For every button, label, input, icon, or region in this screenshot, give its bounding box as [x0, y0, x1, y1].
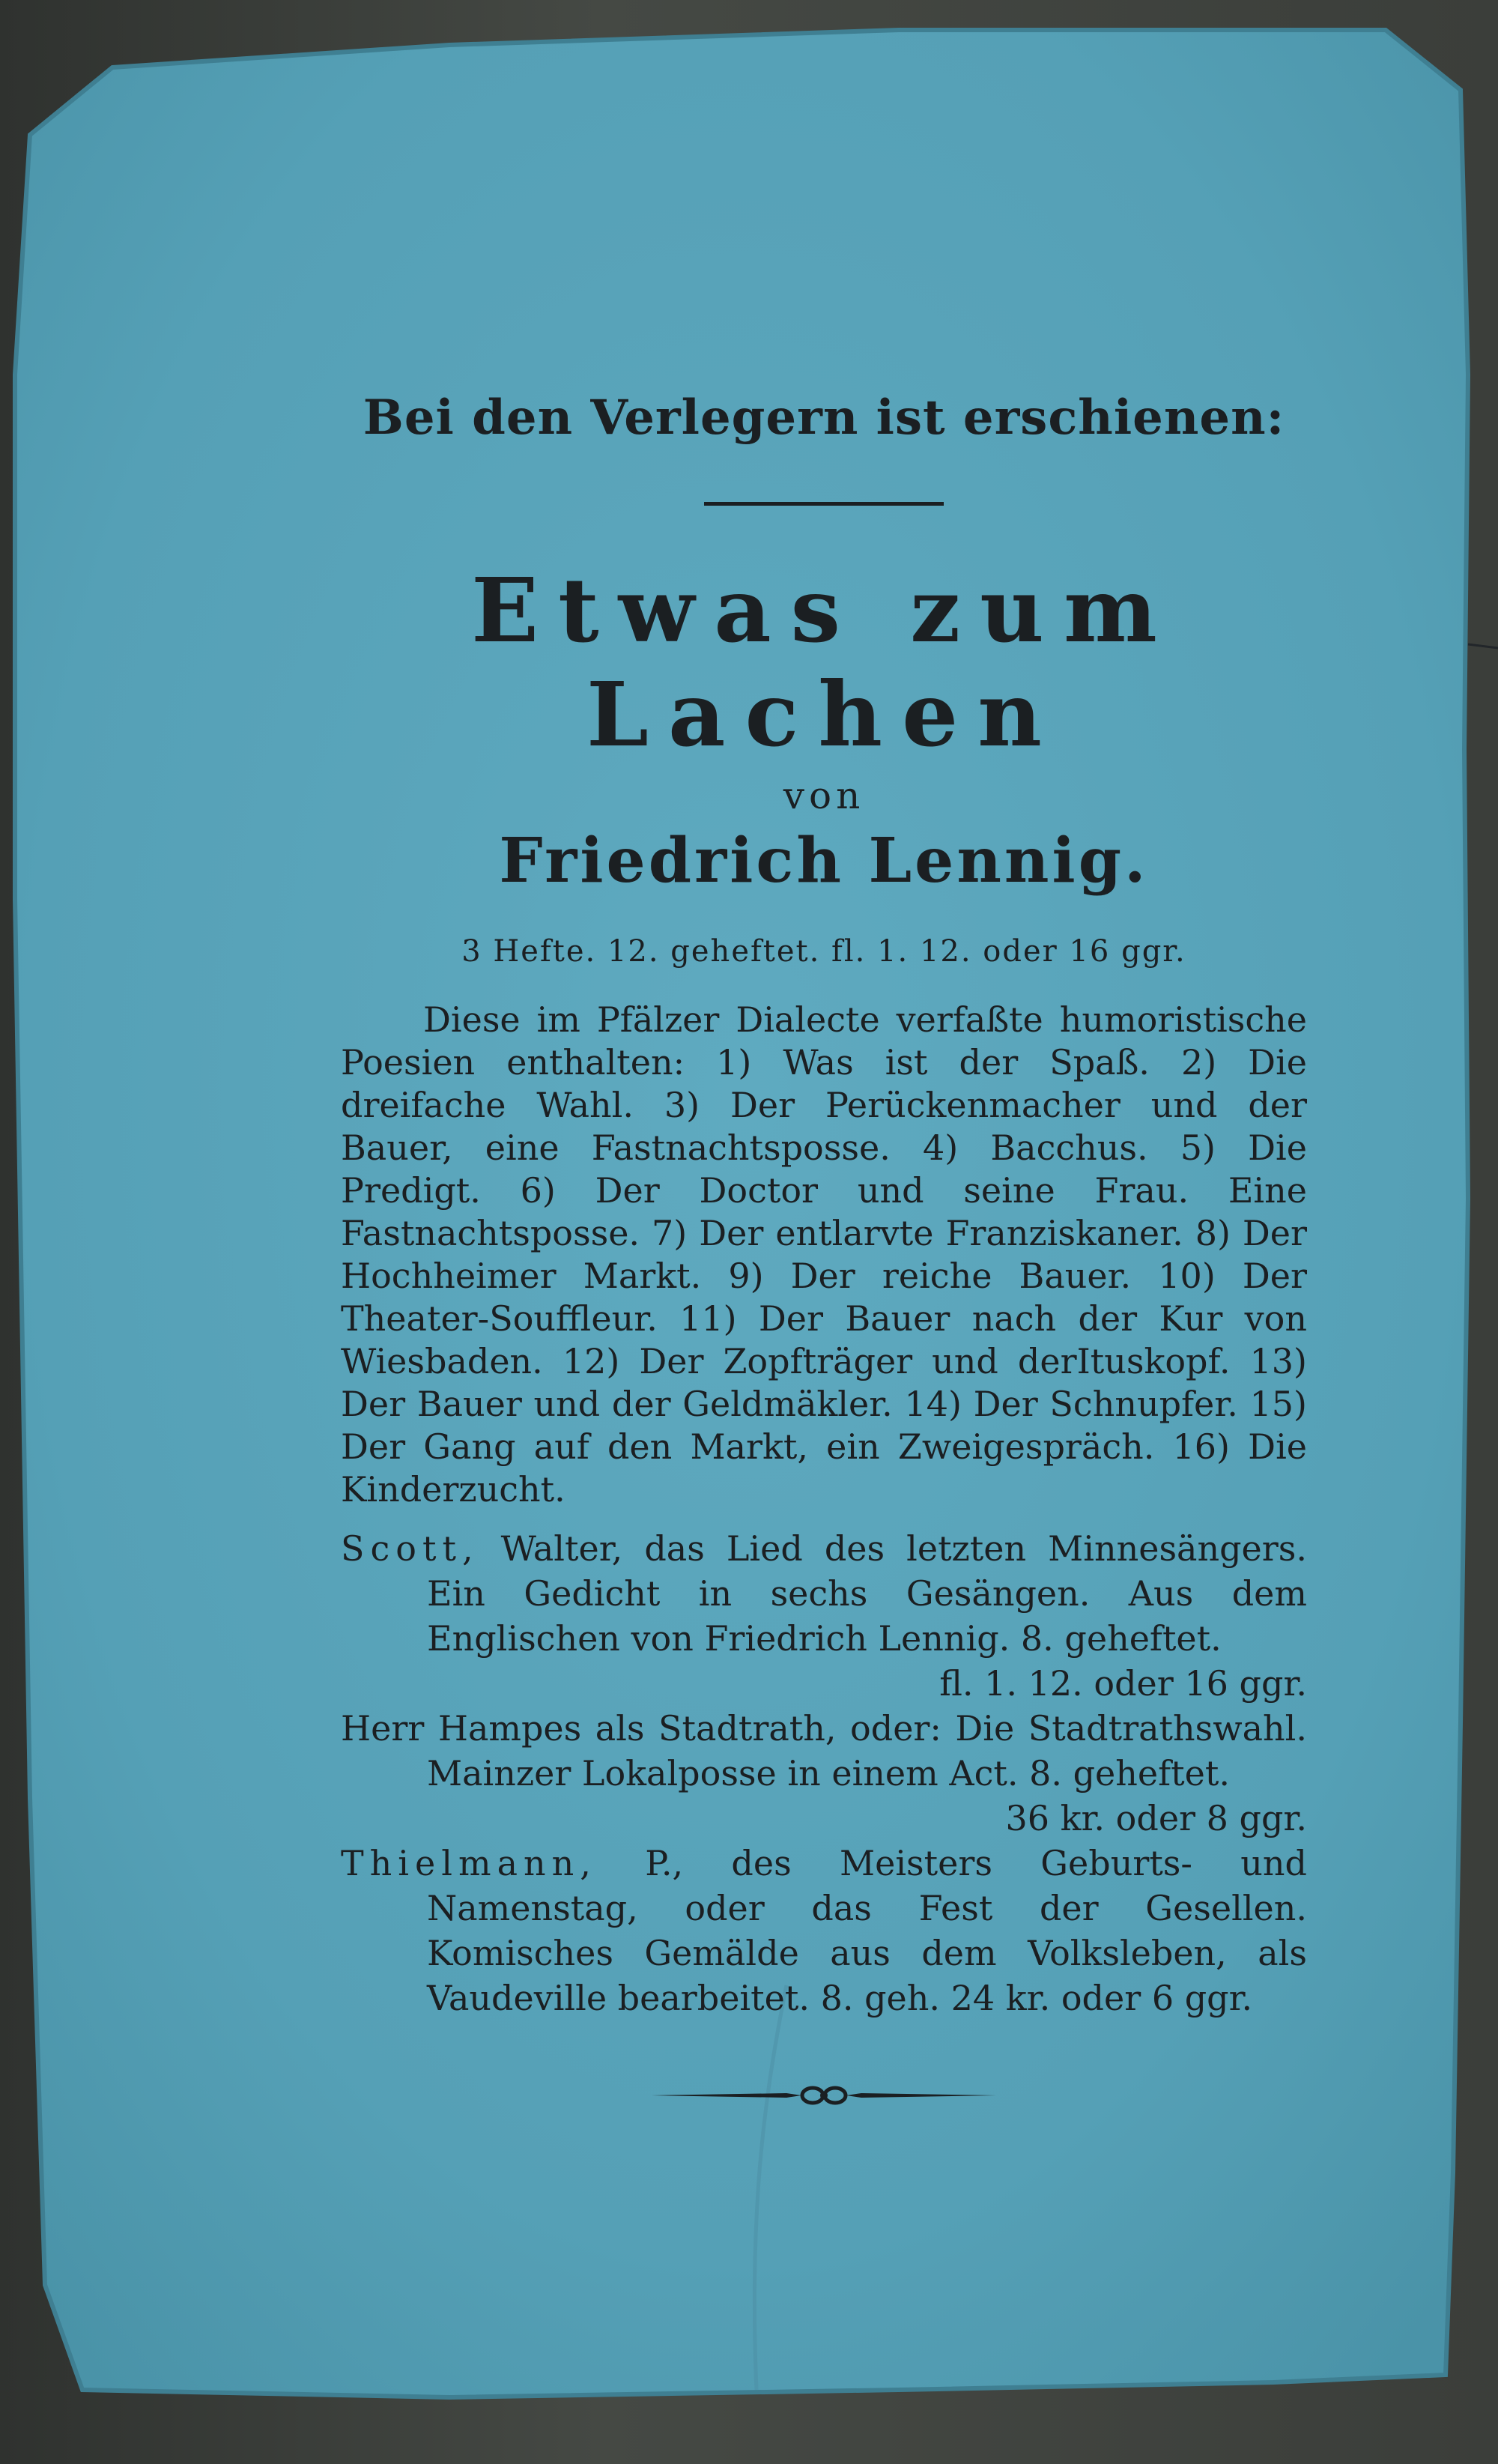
byline: von: [783, 774, 865, 817]
list-item: [341, 1706, 1307, 1838]
price-line: 3 Hefte. 12. geheftet. fl. 1. 12. oder 16 ggr.: [461, 934, 1186, 969]
entry-price: 36 kr. oder 8 ggr.: [1005, 1798, 1307, 1838]
entry-text: Walter, das Lied des letzten Minnesängers. Ein Gedicht in sechs Gesängen. Aus dem Englischen von Friedrich Lennig. 8. geheftet.: [427, 1528, 1307, 1659]
list-item: [341, 1526, 1307, 1706]
publisher-note: Bei den Verlegern ist erschienen:: [363, 390, 1285, 446]
book-description: Diese im Pfälzer Dialecte verfaßte humoristische Poesien enthalten: 1) Was ist der Spaß. 2) Die dreifache Wahl. 3) Der Perückenmacher und der Bauer, eine Fastnachtsposse. 4) Bacchus. 5) Die Predigt. 6) Der Doctor und seine Frau. Eine Fastnachtsposse. 7) Der entlarvte Franziskaner. 8) Der Hochheimer Markt. 9) Der reiche Bauer. 10) Der Theater-Souffleur. 11) Der Bauer nach der Kur von Wiesbaden. 12) Der Zopfträger und derItuskopf. 13) Der Bauer und der Geldmäkler. 14) Der Schnupfer. 15) Der Gang auf den Markt, ein Zweigespräch. 16) Die Kinderzucht.: [341, 999, 1307, 1510]
entry-price: 24 kr. oder 6 ggr.: [950, 1978, 1253, 2018]
divider-rule: [704, 502, 944, 506]
author-name: Friedrich Lennig.: [499, 825, 1149, 897]
entry-name: Herr Hampes: [341, 1708, 582, 1749]
entry-name: Scott,: [341, 1528, 479, 1569]
entry-text: als Stadtrath, oder: Die Stadtrathswahl. Mainzer Lokalposse in einem Act. 8. geheftet.: [427, 1708, 1307, 1793]
entry-name: Thielmann,: [341, 1843, 597, 1883]
book-title: Etwas zum Lachen: [471, 558, 1177, 766]
advertisement-content: [341, 360, 1307, 2110]
entry-text: P., des Meisters Geburts- und Namenstag, oder das Fest der Gesellen. Komisches Gemälde aus dem Volksleben, als Vaudeville bearbeitet. 8. geh.: [427, 1843, 1307, 2018]
list-item: [341, 1841, 1307, 2020]
entry-list: [341, 1526, 1307, 2020]
entry-price: fl. 1. 12. oder 16 ggr.: [939, 1663, 1307, 1704]
ornamental-rule-icon: [652, 2080, 996, 2110]
